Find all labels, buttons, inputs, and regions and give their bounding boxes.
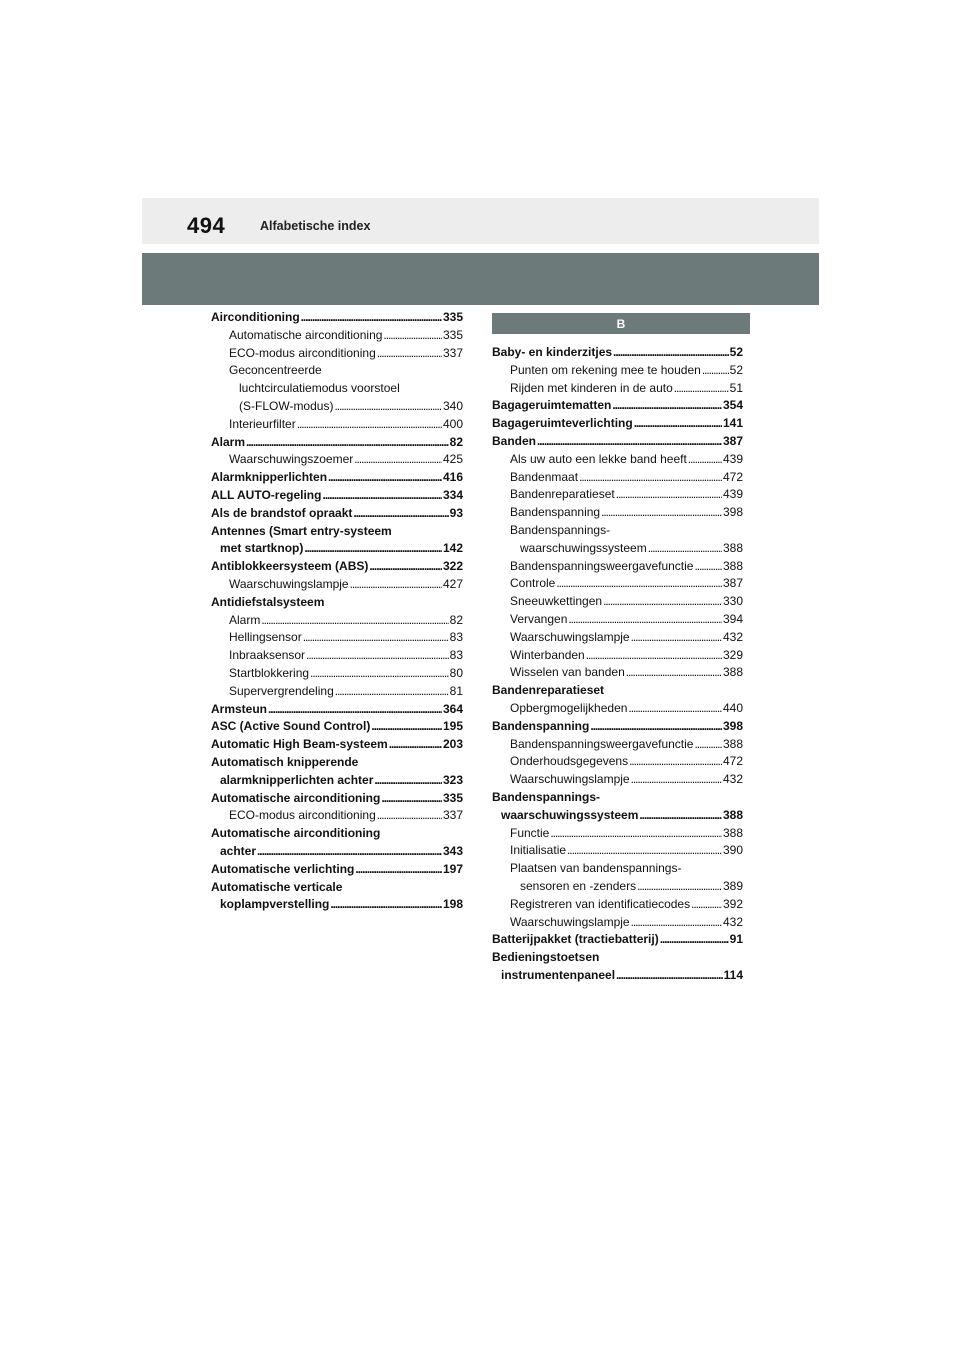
index-entry [211, 612, 463, 630]
index-entry [492, 451, 743, 469]
dot-leader [303, 629, 449, 647]
entry-page-number: 440 [722, 700, 743, 715]
index-entry [492, 807, 743, 825]
dot-leader [613, 344, 729, 362]
index-entry [492, 664, 743, 682]
entry-page-number: 330 [722, 594, 743, 609]
entry-term: Bandenspannings- [492, 789, 601, 804]
entry-page-number: 335 [442, 790, 463, 805]
index-entry [492, 611, 743, 629]
dot-leader [634, 415, 722, 433]
index-entry [492, 682, 743, 700]
dot-leader [590, 718, 722, 736]
entry-page-number: 416 [442, 470, 463, 485]
entry-page-number: 51 [729, 380, 743, 395]
entry-term: ASC (Active Sound Control) [211, 719, 371, 734]
entry-page-number: 388 [722, 807, 743, 822]
dot-leader [353, 505, 448, 523]
entry-page-number: 323 [442, 772, 463, 787]
entry-term: Initialisatie [510, 843, 567, 858]
entry-page-number: 340 [442, 398, 463, 413]
entry-term: Airconditioning [211, 310, 300, 324]
entry-term: Automatische airconditioning [211, 826, 381, 841]
dot-leader [612, 397, 722, 415]
entry-term: Automatische verlichting [211, 861, 355, 876]
dot-leader [579, 469, 722, 487]
page-title: Alfabetische index [260, 219, 371, 233]
entry-term: Vervangen [510, 611, 568, 626]
entry-page-number: 432 [722, 914, 743, 929]
entry-term: Als uw auto een lekke band heeft [510, 451, 687, 466]
dot-leader [550, 825, 722, 843]
index-entry [492, 842, 743, 860]
index-entry [492, 433, 743, 451]
dot-leader [301, 309, 442, 327]
entry-term: Waarschuwingslampje [229, 576, 349, 591]
entry-term: Inbraaksensor [229, 648, 306, 663]
dot-leader [603, 593, 722, 611]
entry-page-number: 439 [722, 451, 743, 466]
index-entry [211, 505, 463, 523]
dot-leader [381, 790, 442, 808]
index-entry [211, 523, 463, 541]
dot-leader [631, 914, 722, 932]
entry-term: Automatisch knipperende [211, 754, 359, 769]
entry-term: Bedieningstoetsen [492, 950, 600, 965]
index-entry [211, 362, 463, 380]
dot-leader [691, 896, 722, 914]
entry-term: (S-FLOW-modus) [239, 398, 334, 413]
index-entry [211, 451, 463, 469]
entry-term: Geconcentreerde [229, 363, 322, 378]
entry-term: Bandenmaat [510, 469, 579, 484]
dot-leader [702, 362, 729, 380]
entry-page-number: 52 [729, 362, 743, 377]
entry-term: Baby- en kinderzitjes [492, 345, 613, 359]
entry-term: luchtcirculatiemodus voorstoel [239, 381, 400, 396]
index-entry [211, 736, 463, 754]
entry-page-number: 198 [442, 897, 463, 912]
index-entry [211, 647, 463, 665]
section-banner [142, 253, 819, 305]
entry-term: Rijden met kinderen in de auto [510, 380, 673, 395]
index-entry [211, 327, 463, 345]
index-entry [211, 843, 463, 861]
index-entry [492, 540, 743, 558]
entry-page-number: 91 [729, 932, 743, 947]
entry-term: Hellingsensor [229, 630, 302, 645]
index-entry [492, 593, 743, 611]
index-entry [492, 967, 743, 985]
entry-page-number: 81 [449, 683, 463, 698]
index-entry [211, 790, 463, 808]
section-letter: B [616, 316, 626, 331]
dot-leader [261, 612, 448, 630]
entry-term: Antennes (Smart entry-systeem [211, 523, 392, 538]
entry-page-number: 335 [442, 327, 463, 342]
index-entry [492, 380, 743, 398]
entry-term: Winterbanden [510, 647, 585, 662]
entry-page-number: 337 [442, 345, 463, 360]
entry-term: Alarmknipperlichten [211, 470, 328, 485]
entry-term: koplampverstelling [220, 897, 330, 912]
index-entry [211, 576, 463, 594]
index-entry [211, 683, 463, 701]
index-entry [492, 362, 743, 380]
dot-leader [389, 736, 442, 754]
entry-page-number: 83 [449, 630, 463, 645]
dot-leader [601, 504, 722, 522]
entry-page-number: 334 [442, 487, 463, 502]
entry-term: Punten om rekening mee te houden [510, 362, 701, 377]
entry-term: Bandenspanning [510, 505, 601, 520]
dot-leader [568, 611, 722, 629]
index-entry [492, 504, 743, 522]
index-entry [492, 949, 743, 967]
entry-page-number: 142 [442, 541, 463, 556]
index-entry [492, 736, 743, 754]
entry-page-number: 432 [722, 772, 743, 787]
entry-page-number: 197 [442, 861, 463, 876]
dot-leader [369, 558, 442, 576]
header-band [142, 198, 819, 244]
entry-term: Startblokkering [229, 665, 310, 680]
dot-leader [328, 469, 442, 487]
entry-term: waarschuwingssysteem [520, 540, 647, 555]
entry-page-number: 389 [722, 878, 743, 893]
entry-term: Batterijpakket (tractiebatterij) [492, 932, 659, 947]
dot-leader [694, 736, 722, 754]
entry-term: Alarm [229, 612, 261, 627]
index-entry [211, 309, 463, 327]
index-entry [492, 718, 743, 736]
entry-page-number: 329 [722, 647, 743, 662]
entry-page-number: 141 [722, 416, 743, 431]
entry-term: Waarschuwingslampje [510, 772, 630, 787]
index-entry [211, 718, 463, 736]
entry-page-number: 439 [722, 487, 743, 502]
entry-term: Onderhoudsgegevens [510, 754, 629, 769]
index-entry [211, 825, 463, 843]
index-entry [492, 860, 743, 878]
dot-leader [335, 683, 449, 701]
dot-leader [626, 664, 722, 682]
index-entry [211, 434, 463, 452]
index-entry [492, 825, 743, 843]
entry-page-number: 388 [722, 736, 743, 751]
index-entry [492, 629, 743, 647]
index-entry [492, 397, 743, 415]
entry-page-number: 388 [722, 540, 743, 555]
index-entry [492, 522, 743, 540]
index-entry [492, 771, 743, 789]
dot-leader [268, 701, 442, 719]
dot-leader [586, 647, 722, 665]
dot-leader [637, 878, 722, 896]
index-entry [211, 879, 463, 897]
dot-leader [371, 718, 442, 736]
entry-term: Bandenspannings- [510, 522, 611, 537]
entry-term: Bandenspanningsweergavefunctie [510, 558, 694, 573]
entry-term: Automatische verticale [211, 879, 343, 894]
entry-term: met startknop) [220, 541, 304, 556]
dot-leader [297, 416, 442, 434]
index-entry [492, 753, 743, 771]
entry-term: Armsteun [211, 701, 268, 716]
entry-page-number: 388 [722, 558, 743, 573]
entry-term: ALL AUTO-regeling [211, 487, 322, 502]
dot-leader [355, 861, 442, 879]
dot-leader [556, 575, 722, 593]
entry-page-number: 343 [442, 843, 463, 858]
dot-leader [616, 486, 722, 504]
entry-page-number: 398 [722, 505, 743, 520]
index-entry [211, 540, 463, 558]
entry-page-number: 354 [722, 398, 743, 413]
index-entry [211, 416, 463, 434]
dot-leader [537, 433, 722, 451]
entry-term: Waarschuwingslampje [510, 914, 630, 929]
index-entry [211, 896, 463, 914]
entry-term: Supervergrendeling [229, 683, 334, 698]
entry-term: Als de brandstof opraakt [211, 505, 353, 520]
dot-leader [374, 772, 442, 790]
dot-leader [350, 576, 442, 594]
entry-term: Antiblokkeersysteem (ABS) [211, 559, 369, 574]
index-entry [211, 345, 463, 363]
entry-page-number: 390 [722, 843, 743, 858]
section-letter-bar [492, 313, 750, 334]
entry-term: Automatische airconditioning [229, 327, 383, 342]
index-entry [492, 415, 743, 433]
entry-page-number: 52 [729, 345, 743, 359]
dot-leader [694, 558, 722, 576]
entry-term: Waarschuwingslampje [510, 629, 630, 644]
index-entry [211, 629, 463, 647]
entry-page-number: 82 [449, 434, 463, 449]
entry-term: Bagageruimteverlichting [492, 416, 633, 431]
dot-leader [354, 451, 442, 469]
entry-page-number: 432 [722, 629, 743, 644]
entry-page-number: 392 [722, 896, 743, 911]
entry-term: Banden [492, 433, 537, 448]
dot-leader [631, 771, 722, 789]
index-entry [211, 487, 463, 505]
entry-term: Interieurfilter [229, 416, 296, 431]
entry-term: Automatic High Beam-systeem [211, 737, 388, 752]
index-entry [492, 558, 743, 576]
dot-leader [334, 398, 442, 416]
entry-term: Waarschuwingszoemer [229, 452, 354, 467]
index-entry [492, 647, 743, 665]
entry-page-number: 394 [722, 611, 743, 626]
entry-term: achter [220, 843, 257, 858]
index-column-right [492, 313, 743, 985]
entry-page-number: 337 [442, 808, 463, 823]
dot-leader [567, 842, 722, 860]
entry-term: Automatische airconditioning [211, 790, 381, 805]
index-entry [492, 914, 743, 932]
index-entry [211, 807, 463, 825]
index-entry [211, 594, 463, 612]
entry-term: Controle [510, 576, 556, 591]
entry-page-number: 400 [442, 416, 463, 431]
entry-term: Sneeuwkettingen [510, 594, 603, 609]
entry-term: ECO-modus airconditioning [229, 345, 376, 360]
entry-page-number: 82 [449, 612, 463, 627]
entry-page-number: 364 [442, 701, 463, 716]
dot-leader [674, 380, 729, 398]
entry-page-number: 387 [722, 433, 743, 448]
index-entry [211, 754, 463, 772]
entry-term: Functie [510, 825, 550, 840]
entry-term: Bandenspanningsweergavefunctie [510, 736, 694, 751]
entry-term: Bagageruimtematten [492, 398, 612, 413]
index-column-left [211, 309, 463, 914]
index-entry [492, 789, 743, 807]
entry-term: instrumentenpaneel [501, 967, 616, 982]
index-entry [492, 896, 743, 914]
index-entry [211, 558, 463, 576]
entry-term: Antidiefstalsysteem [211, 594, 325, 609]
index-entries-right [492, 344, 743, 985]
dot-leader [377, 345, 442, 363]
entry-page-number: 322 [442, 559, 463, 574]
entry-term: Plaatsen van bandenspannings- [510, 861, 682, 876]
index-entry [492, 931, 743, 949]
entry-page-number: 195 [442, 719, 463, 734]
entry-term: Bandenreparatieset [510, 487, 615, 502]
entry-page-number: 335 [442, 310, 463, 324]
dot-leader [383, 327, 442, 345]
entry-term: Wisselen van banden [510, 665, 625, 680]
entry-page-number: 398 [722, 718, 743, 733]
index-entry [211, 469, 463, 487]
dot-leader [246, 434, 449, 452]
dot-leader [688, 451, 722, 469]
index-entry [211, 701, 463, 719]
dot-leader [631, 629, 722, 647]
index-entry [211, 772, 463, 790]
dot-leader [330, 896, 442, 914]
dot-leader [377, 807, 442, 825]
entry-term: Registreren van identificatiecodes [510, 896, 691, 911]
dot-leader [322, 487, 442, 505]
entry-term: sensoren en -zenders [520, 878, 637, 893]
index-entry [211, 861, 463, 879]
index-entry [492, 575, 743, 593]
entry-page-number: 114 [723, 967, 743, 982]
index-entry [211, 380, 463, 398]
entry-page-number: 427 [442, 576, 463, 591]
entry-page-number: 93 [449, 505, 463, 520]
entry-page-number: 80 [449, 665, 463, 680]
dot-leader [310, 665, 449, 683]
entry-page-number: 83 [449, 648, 463, 663]
entry-term: alarmknipperlichten achter [220, 772, 374, 787]
page-number: 494 [187, 213, 226, 238]
dot-leader [639, 807, 722, 825]
dot-leader [304, 540, 442, 558]
index-entry [492, 878, 743, 896]
dot-leader [629, 753, 722, 771]
index-entry [492, 469, 743, 487]
entry-term: Opbergmogelijkheden [510, 700, 628, 715]
entry-page-number: 387 [722, 576, 743, 591]
dot-leader [257, 843, 442, 861]
entry-page-number: 203 [442, 737, 463, 752]
entry-page-number: 425 [442, 452, 463, 467]
dot-leader [660, 931, 729, 949]
entry-page-number: 472 [722, 754, 743, 769]
dot-leader [616, 967, 723, 985]
index-entry [211, 665, 463, 683]
entry-term: Bandenreparatieset [492, 683, 605, 698]
dot-leader [648, 540, 722, 558]
index-entry [492, 486, 743, 504]
entry-term: ECO-modus airconditioning [229, 808, 376, 823]
index-entry [211, 398, 463, 416]
entry-term: waarschuwingssysteem [501, 807, 639, 822]
entry-page-number: 388 [722, 825, 743, 840]
index-entry [492, 344, 743, 362]
entry-page-number: 388 [722, 665, 743, 680]
entry-page-number: 472 [722, 469, 743, 484]
dot-leader [628, 700, 722, 718]
entry-term: Bandenspanning [492, 718, 590, 733]
entry-term: Alarm [211, 434, 246, 449]
index-entry [492, 700, 743, 718]
dot-leader [306, 647, 449, 665]
